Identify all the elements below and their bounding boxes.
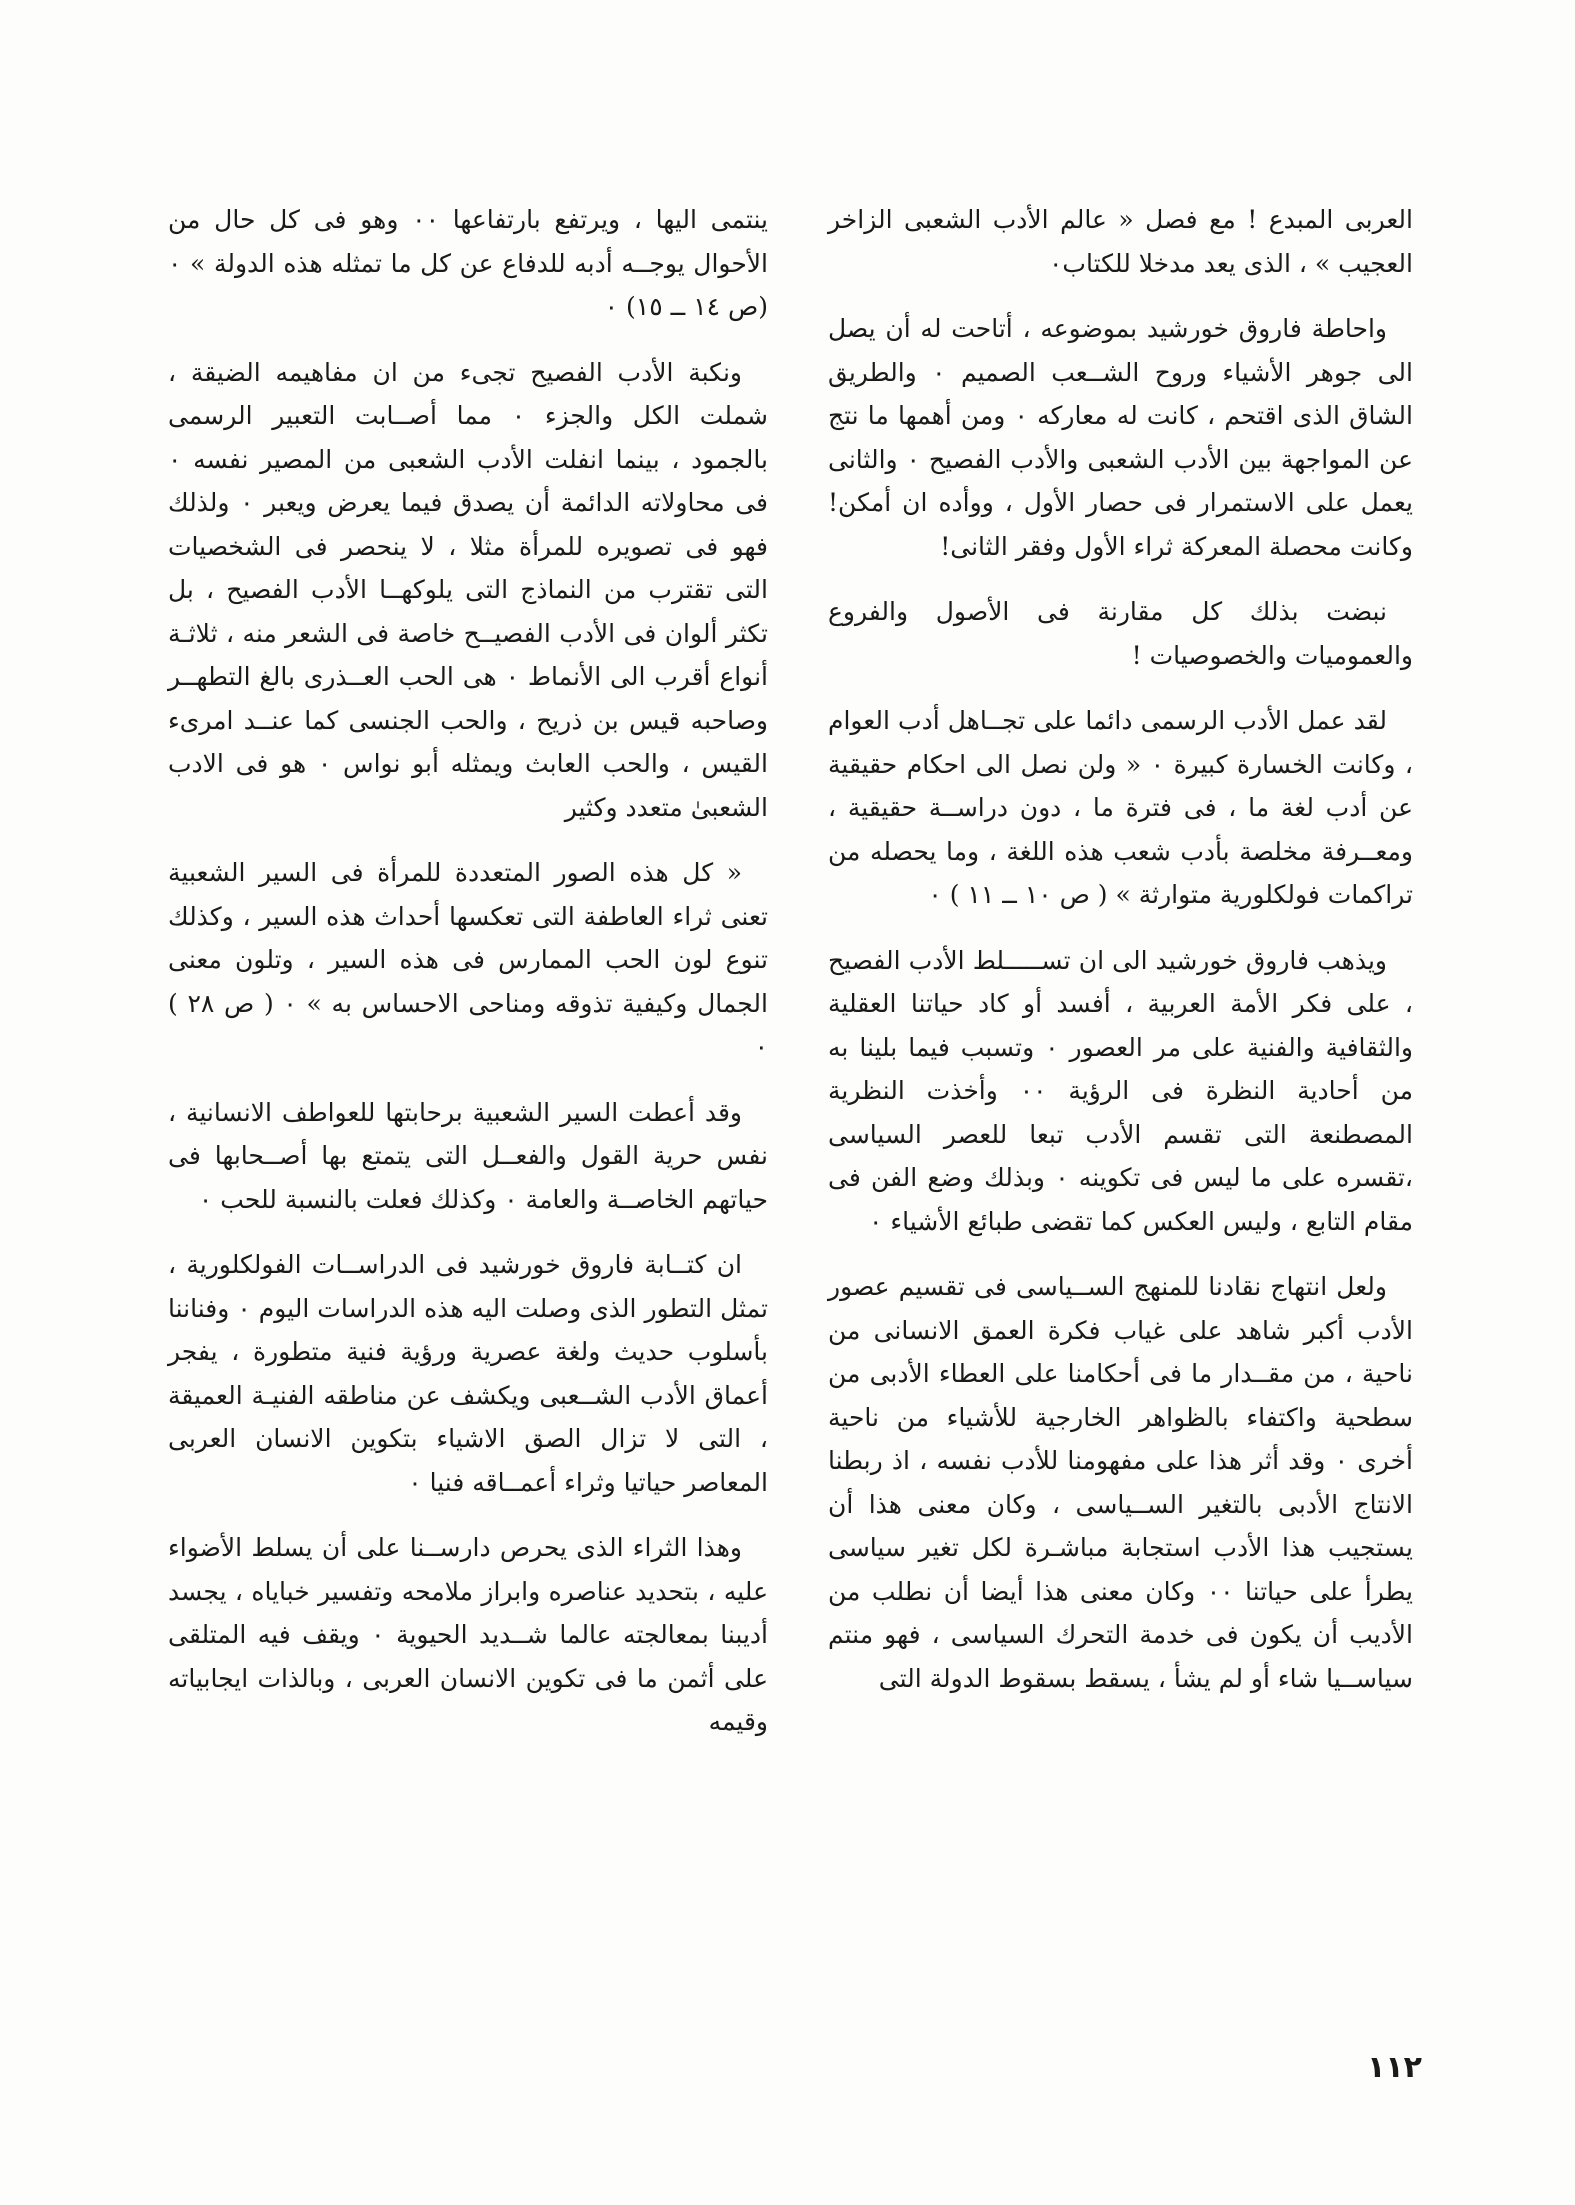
- paragraph: واحاطة فاروق خورشيد بموضوعه ، أتاحت له أن يصل الى جوهر الأشياء وروح الشــعب الصميم ٠ والطريق الشاق الذى اقتحم ، كانت له معاركه ٠ ومن أهمها ما نتج عن المواجهة بين الأدب الشعبى والأدب الفصيح ٠ والثانى يعمل على الاستمرار فى حصار الأول ، ووأده ان أمكن! وكانت محصلة المعركة ثراء الأول وفقر الثانى!: [828, 314, 1414, 561]
- paragraph: العربى المبدع ! مع فصل « عالم الأدب الشعبى الزاخر العجيب » ، الذى يعد مدخلا للكتاب٠: [828, 205, 1413, 278]
- paragraph: ولعل انتهاج نقادنا للمنهج الســياسى فى تقسيم عصور الأدب أكبر شاهد على غياب فكرة العمق الانسانى من ناحية ، من مقــدار ما فى أحكامنا على العطاء الأدبى من سطحية واكتفاء بالظواهر الخارجية للأشياء من ناحية أخرى ٠ وقد أثر هذا على مفهومنا للأدب نفسه ، اذ ربطنا الانتاج الأدبى بالتغير الســياسى ، وكان معنى هذا أن يستجيب هذا الأدب استجابة مباشـرة لكل تغير سياسى يطرأ على حياتنا ٠٠ وكان معنى هذا أيضا أن نطلب من الأديب أن يكون فى خدمة التحرك السياسى ، فهو منتم سياســيا شاء أو لم يشأ ، يسقط بسقوط الدولة التى: [828, 1272, 1414, 1693]
- paragraph: « كل هذه الصور المتعددة للمرأة فى السير الشعبية تعنى ثراء العاطفة التى تعكسها أحداث هذه السير ، وكذلك تنوع لون الحب الممارس فى هذه السير ، وتلون معنى الجمال وكيفية تذوقه ومناحى الاحساس به » ٠ ( ص ٢٨ ) ٠: [168, 858, 768, 1061]
- paragraph: وهذا الثراء الذى يحرص دارســنا على أن يسلط الأضواء عليه ، بتحديد عناصره وابراز ملامحه وتفسير خباياه ، يجسد أديبنا بمعالجته عالما شــديد الحيوية ٠ ويقف فيه المتلقى على أثمن ما فى تكوين الانسان العربى ، وبالذات ايجابياته وقيمه: [168, 1533, 768, 1736]
- paragraph: ونكبة الأدب الفصيح تجىء من ان مفاهيمه الضيقة ، شملت الكل والجزء ٠ مما أصــابت التعبير الرسمى بالجمود ، بينما انفلت الأدب الشعبى من المصير نفسه ٠ فى محاولاته الدائمة أن يصدق فيما يعرض ويعبر ٠ ولذلك فهو فى تصويره للمرأة مثلا ، لا ينحصر فى الشخصيات التى تقترب من النماذج التى يلوكهــا الأدب الفصيح ، بل تكثر ألوان فى الأدب الفصيــح خاصة فى الشعر منه ، ثلاثـة أنواع أقرب الى الأنماط ٠ هى الحب العــذرى بالغ التطهــر وصاحبه قيس بن ذريح ، والحب الجنسى كما عنــد امرىء القيس ، والحب العابث ويمثله أبو نواس ٠ هو فى الادب الشعبىٰ متعدد وكثير: [168, 357, 768, 822]
- paragraph: لقد عمل الأدب الرسمى دائما على تجــاهل أدب العوام ، وكانت الخسارة كبيرة ٠ « ولن نصل الى احكام حقيقية عن أدب لغة ما ، فى فترة ما ، دون دراســة حقيقية ، ومعــرفة مخلصة بأدب شعب هذه اللغة ، وما يحصله من تراكمات فولكلورية متوارثة » ( ص ١٠ ــ ١١ ) ٠: [828, 706, 1413, 909]
- paragraph: ينتمى اليها ، ويرتفع بارتفاعها ٠٠ وهو فى كل حال من الأحوال يوجــه أدبه للدفاع عن كل ما تمثله هذه الدولة » ٠ (ص ١٤ ــ ١٥) ٠: [168, 205, 768, 321]
- paragraph: نبضت بذلك كل مقارنة فى الأصول والفروع والعموميات والخصوصيات !: [828, 597, 1413, 670]
- text-column-left: [168, 198, 768, 1766]
- paragraph: ويذهب فاروق خورشيد الى ان تســـــلط الأدب الفصيح ، على فكر الأمة العربية ، أفسد أو كاد حياتنا العقلية والثقافية والفنية على مر العصور ٠ وتسبب فيما بلينا به من أحادية النظرة فى الرؤية ٠٠ وأخذت النظرية المصطنعة التى تقسم الأدب تبعا للعصر السياسى ،تقسره على ما ليس فى تكوينه ٠ وبذلك وضع الفن فى مقام التابع ، وليس العكس كما تقضى طبائع الأشياء ٠: [828, 945, 1414, 1236]
- paragraph: ان كتــابة فاروق خورشيد فى الدراســات الفولكلورية ، تمثل التطور الذى وصلت اليه هذه الدراسات اليوم ٠ وفناننا بأسلوب حديث ولغة عصرية ورؤية فنية متطورة ، يفجر أعماق الأدب الشــعبى ويكشف عن مناطقه الفنيـة العميقة ، التى لا تزال الصق الاشياء بتكوين الانسان العربى المعاصر حياتيا وثراء أعمــاقه فنيا ٠: [168, 1250, 768, 1497]
- paragraph: وقد أعطت السير الشعبية برحابتها للعواطف الانسانية ، نفس حرية القول والفعــل التى يتمتع بها أصــحابها فى حياتهم الخاصــة والعامة ٠ وكذلك فعلت بالنسبة للحب ٠: [168, 1097, 768, 1214]
- page-number: ١١٢: [1367, 2050, 1422, 2085]
- text-column-right: [828, 198, 1413, 1722]
